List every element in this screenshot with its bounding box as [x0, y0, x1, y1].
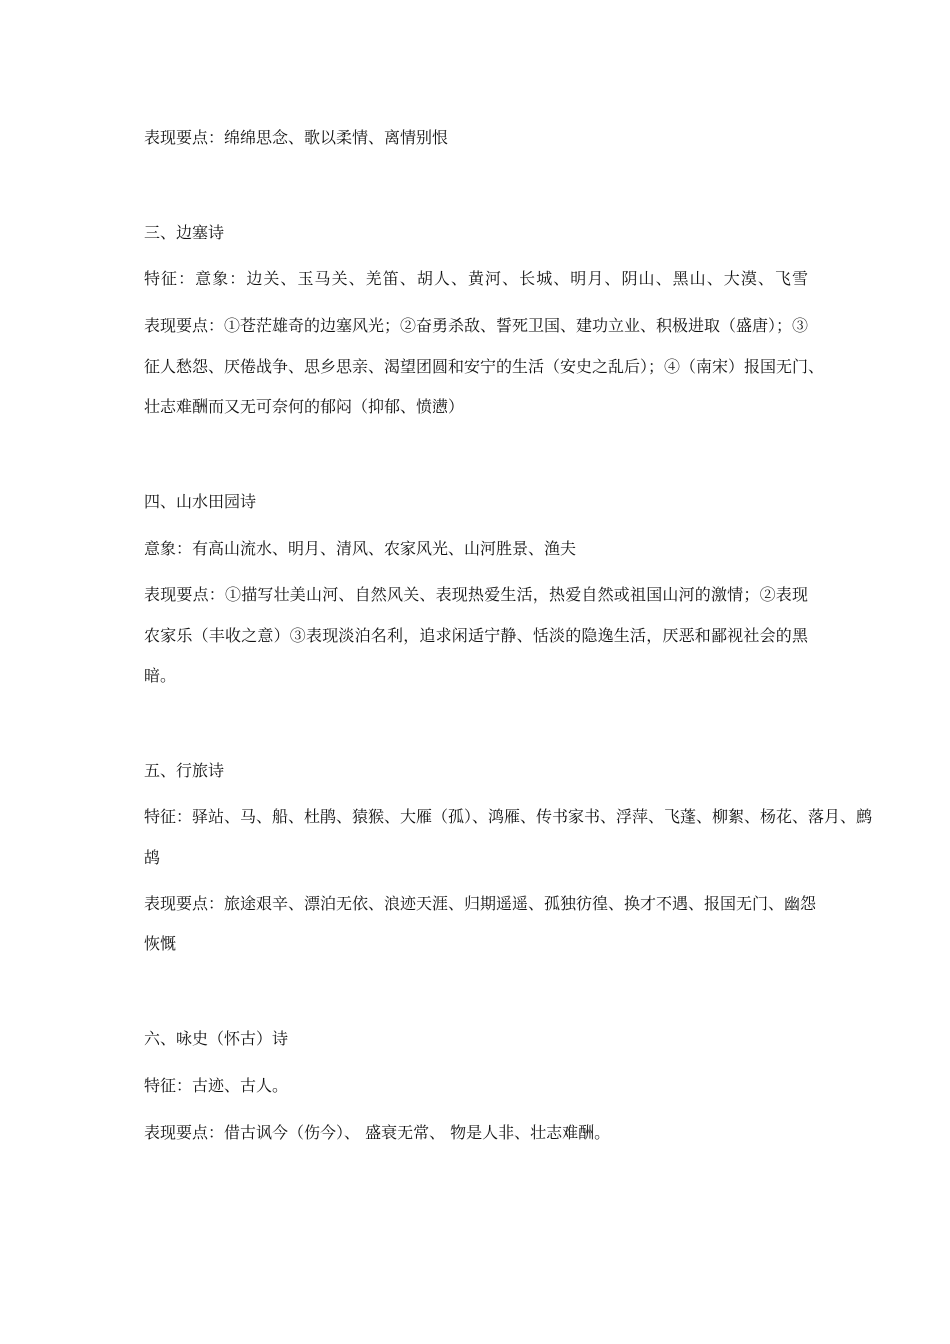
section-features-frontier: 特征：意象：边关、玉马关、羌笛、胡人、黄河、长城、明月、阴山、黑山、大漠、飞雪 — [144, 269, 808, 288]
section-points-history: 表现要点：借古讽今（伤今）、 盛衰无常、 物是人非、壮志难酬。 — [144, 1123, 611, 1142]
section-points-line: 农家乐（丰收之意）③表现淡泊名利，追求闲适宁静、恬淡的隐逸生活，厌恶和鄙视社会的黑 — [144, 626, 808, 645]
section-features-landscape: 意象：有高山流水、明月、清风、农家风光、山河胜景、渔夫 — [144, 539, 577, 558]
section-points-line: 壮志难酬而又无可奈何的郁闷（抑郁、愤懑） — [144, 397, 465, 416]
section-points-line: 表现要点：①苍茫雄奇的边塞风光；②奋勇杀敌、誓死卫国、建功立业、积极进取（盛唐）；③ — [144, 316, 809, 335]
section-heading-travel: 五、行旅诗 — [144, 761, 225, 780]
section-points-line: 表现要点：旅途艰辛、漂泊无依、浪迹天涯、归期遥遥、孤独彷徨、换才不遇、报国无门、幽怨 — [144, 894, 817, 913]
section-heading-frontier: 三、边塞诗 — [144, 223, 225, 242]
section-features-line: 特征：驿站、马、船、杜鹃、猿猴、大雁（孤）、鸿雁、传书家书、浮萍、飞蓬、柳絮、杨花、落月、鹧 — [144, 807, 873, 826]
section-features-line: 鸪 — [144, 848, 161, 867]
intro-points: 表现要点：绵绵思念、歌以柔情、离情别恨 — [144, 128, 449, 147]
section-features-history: 特征：古迹、古人。 — [144, 1076, 289, 1095]
section-points-line: 表现要点：①描写壮美山河、自然风关、表现热爱生活，热爱自然或祖国山河的激情；②表现 — [144, 585, 808, 604]
section-points-line: 暗。 — [144, 666, 177, 685]
section-heading-history: 六、咏史（怀古）诗 — [144, 1029, 289, 1048]
section-heading-landscape: 四、山水田园诗 — [144, 492, 257, 511]
section-points-line: 恢慨 — [144, 934, 177, 953]
section-points-line: 征人愁怨、厌倦战争、思乡思亲、渴望团圆和安宁的生活（安史之乱后）；④（南宋）报国无门、 — [144, 357, 825, 376]
